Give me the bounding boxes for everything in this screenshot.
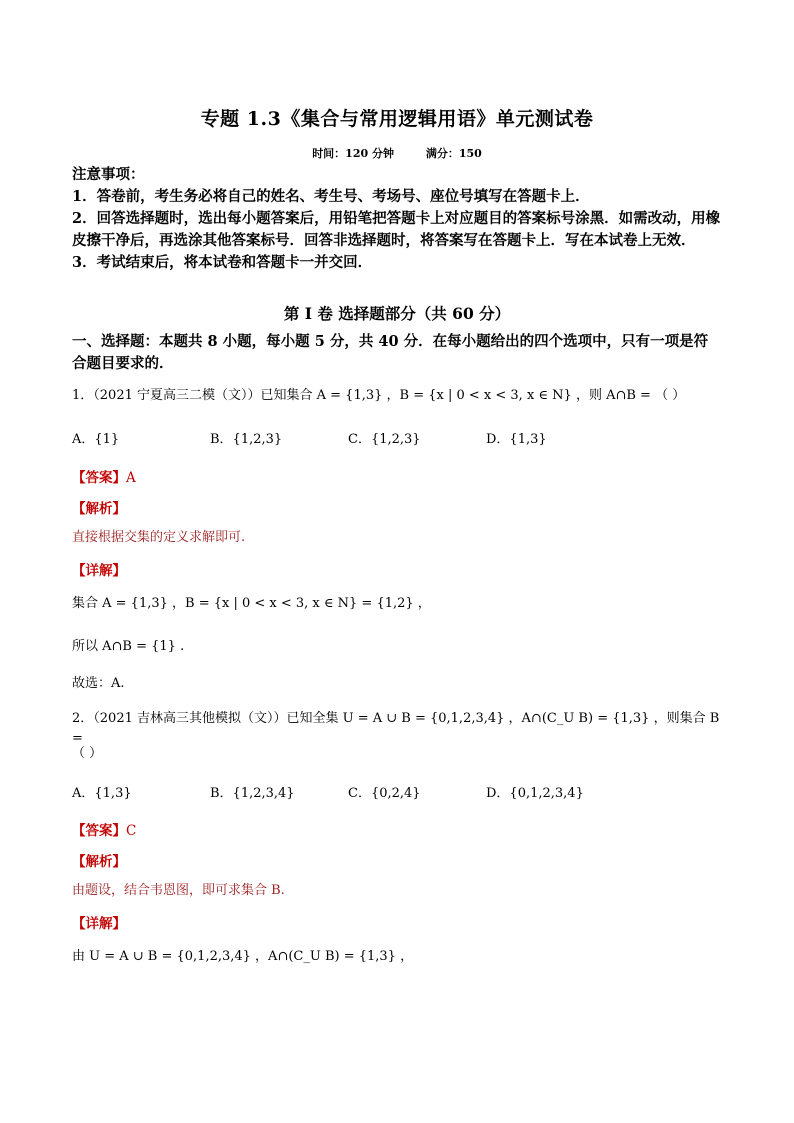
question-1-option-c: C．{1,2,3} xyxy=(348,432,421,447)
question-2-line-1: 2．（2021 吉林高三其他模拟（文））已知全集 U = A ∪ B = {0,1,2,3,4} ，A∩(C_U B) = {1,3} ，则集合 B = xyxy=(72,711,720,746)
question-2-answer xyxy=(72,819,136,839)
question-2-option-c: C．{0,2,4} xyxy=(348,786,421,801)
question-1-option-b: B．{1,2,3} xyxy=(210,432,283,447)
question-1-option-a: A．{1} xyxy=(72,432,120,447)
section-intro: 一、选择题：本题共 8 小题，每小题 5 分，共 40 分．在每小题给出的四个选项中，只有一项是符合题目要求的． xyxy=(72,333,709,372)
notice-item-1: 1．答卷前，考生务必将自己的姓名、考生号、考场号、座位号填写在答题卡上． xyxy=(72,188,590,205)
question-2-analysis: 由题设，结合韦恩图，即可求集合 B. xyxy=(72,883,285,898)
question-2-option-b: B．{1,2,3,4} xyxy=(210,786,295,801)
page-title: 专题 1.3《集合与常用逻辑用语》单元测试卷 xyxy=(200,108,594,130)
question-1-option-d: D．{1,3} xyxy=(486,432,547,447)
question-2-detail-1: 由 U = A ∪ B = {0,1,2,3,4} ，A∩(C_U B) = {1,3} ， xyxy=(72,949,414,964)
question-2-option-a: A．{1,3} xyxy=(72,786,132,801)
question-1-detail-2: 所以 A∩B = {1} . xyxy=(72,639,185,654)
exam-meta xyxy=(72,145,722,161)
answer-value: C xyxy=(126,823,137,839)
notice-block xyxy=(72,164,722,274)
question-1-detail-label: 【详解】 xyxy=(72,563,126,579)
question-1-detail-3: 故选：A. xyxy=(72,676,125,691)
question-1-options xyxy=(72,428,722,448)
question-1-analysis-label: 【解析】 xyxy=(72,501,126,517)
question-2-stem-line-2: （ ） xyxy=(72,746,103,761)
question-1-stem xyxy=(72,386,722,406)
question-1-answer xyxy=(72,466,136,486)
question-1-prefix: 1．（2021 宁夏高三二模（文））已知集合 xyxy=(72,388,313,403)
question-2-options xyxy=(72,782,722,802)
notice-heading: 注意事项： xyxy=(72,166,145,183)
section-title: 第 I 卷 选择题部分（共 60 分） xyxy=(283,304,511,323)
question-2-stem xyxy=(72,709,722,749)
answer-label: 【答案】 xyxy=(72,470,126,486)
answer-label: 【答案】 xyxy=(72,823,126,839)
question-2-analysis-label: 【解析】 xyxy=(72,854,126,870)
exam-score: 满分：150 xyxy=(425,147,482,160)
notice-item-2: 2．回答选择题时，选出每小题答案后，用铅笔把答题卡上对应题目的答案标号涂黑．如需改动，用橡皮擦干净后，再选涂其他答案标号．回答非选择题时，将答案写在答题卡上．写在本试卷上无效． xyxy=(72,210,721,249)
question-2-option-d: D．{0,1,2,3,4} xyxy=(486,786,584,801)
notice-item-3: 3．考试结束后，将本试卷和答题卡一并交回． xyxy=(72,254,373,271)
question-1-analysis: 直接根据交集的定义求解即可. xyxy=(72,530,246,545)
question-2-detail-label: 【详解】 xyxy=(72,916,126,932)
question-1-math: A = {1,3} ，B = {x | 0 < x < 3, x ∈ N} ，则 A∩B = （ ） xyxy=(316,388,686,403)
question-1-detail-1: 集合 A = {1,3} ，B = {x | 0 < x < 3, x ∈ N} = {1,2} ， xyxy=(72,596,431,611)
exam-time: 时间：120 分钟 xyxy=(312,147,394,160)
answer-value: A xyxy=(126,470,136,486)
